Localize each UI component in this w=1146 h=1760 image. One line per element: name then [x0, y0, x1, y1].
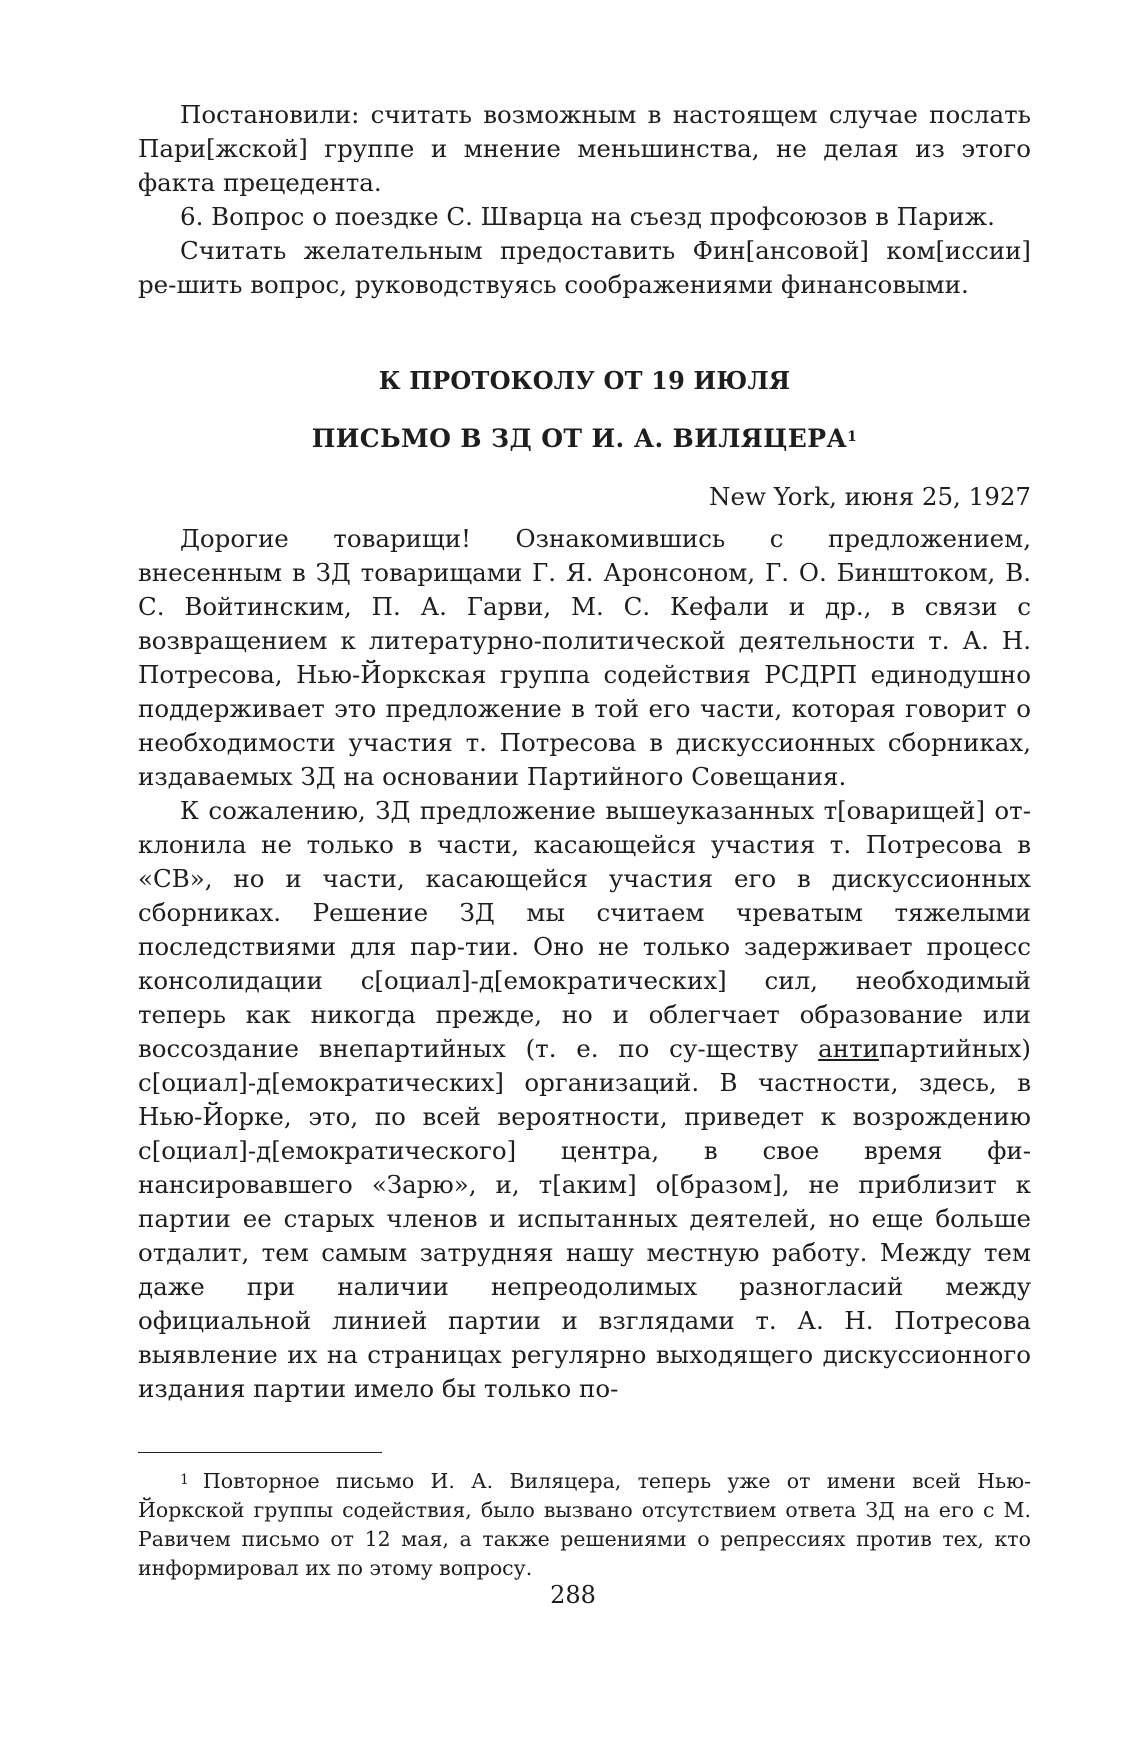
page-content	[138, 98, 1031, 1583]
footnote-text: Повторное письмо И. А. Виляцера, теперь уже от имени всей Нью-Йоркской группы содействия, было вызвано отсутствием ответа ЗД на его с М. Равичем письмо от 12 мая, а также решениями о репрессиях против тех, кто информировал их по этому вопросу.	[138, 1469, 1031, 1580]
paragraph-decision: Считать желательным предоставить Фин[ансовой] ком[иссии] ре-шить вопрос, руководствуясь соображениями финансовыми.	[138, 236, 1031, 299]
paragraph-2-part-a: К сожалению, ЗД предложение вышеуказанных т[оварищей] от-клонила не только в части, касающейся участия т. Потресова в «СВ», но и части, касающейся участия его в дискуссионных сборниках. Решение ЗД мы считаем чреватым тяжелыми последствиями для пар-тии. Оно не только задерживает процесс консолидации с[оциал]-д[емократических] сил, необходимый теперь как никогда прежде, но и облегчает образование или воссоздание внепартийных (т. е. по су-ществу	[138, 796, 1031, 1063]
underlined-word: анти	[818, 1034, 879, 1063]
letter-paragraph-2	[138, 794, 1031, 1406]
footnote-mark: 1	[180, 1472, 189, 1488]
letter-title-text: ПИСЬМО В ЗД ОТ И. А. ВИЛЯЦЕРА	[311, 424, 848, 453]
paragraph-resolution: Постановили: считать возможным в настоящем случае послать Пари[жской] группе и мнение меньшинства, не делая из этого факта прецедента.	[138, 100, 1031, 197]
page-number: 288	[550, 1581, 596, 1609]
paragraph-item-6: 6. Вопрос о поездке С. Шварца на съезд профсоюзов в Париж.	[180, 202, 995, 231]
footnote-ref[interactable]: 1	[847, 429, 858, 445]
footnote-divider	[138, 1452, 382, 1453]
paragraph-2-part-b: партийных) с[оциал]-д[емократических] организаций. В частности, здесь, в Нью-Йорке, это, по всей вероятности, приведет к возрождению с[оциал]-д[емократического] центра, в свое время фи-нансировавшего «Зарю», и, т[аким] о[бразом], не приблизит к партии ее старых членов и испытанных деятелей, но еще больше отдалит, тем самым затрудняя нашу местную работу. Между тем даже при наличии непреодолимых разногласий между официальной линией партии и взглядами т. А. Н. Потресова выявление их на страницах регулярно выходящего дискуссионного издания партии имело бы только по-	[138, 1034, 1031, 1403]
section-title: К ПРОТОКОЛУ ОТ 19 ИЮЛЯ	[378, 366, 791, 395]
letter-title	[138, 422, 1031, 456]
footnote	[138, 1467, 1031, 1583]
letter-dateline: New York, июня 25, 1927	[709, 482, 1031, 511]
letter-paragraph-1: Дорогие товарищи! Ознакомившись с предложением, внесенным в ЗД товарищами Г. Я. Аронсоном, Г. О. Бинштоком, В. С. Войтинским, П. А. Гарви, М. С. Кефали и др., в связи с возвращением к литературно-политической деятельности т. А. Н. Потресова, Нью-Йоркская группа содействия РСДРП единодушно поддерживает это предложение в той его части, которая говорит о необходимости участия т. Потресова в дискуссионных сборниках, издаваемых ЗД на основании Партийного Совещания.	[138, 524, 1031, 791]
